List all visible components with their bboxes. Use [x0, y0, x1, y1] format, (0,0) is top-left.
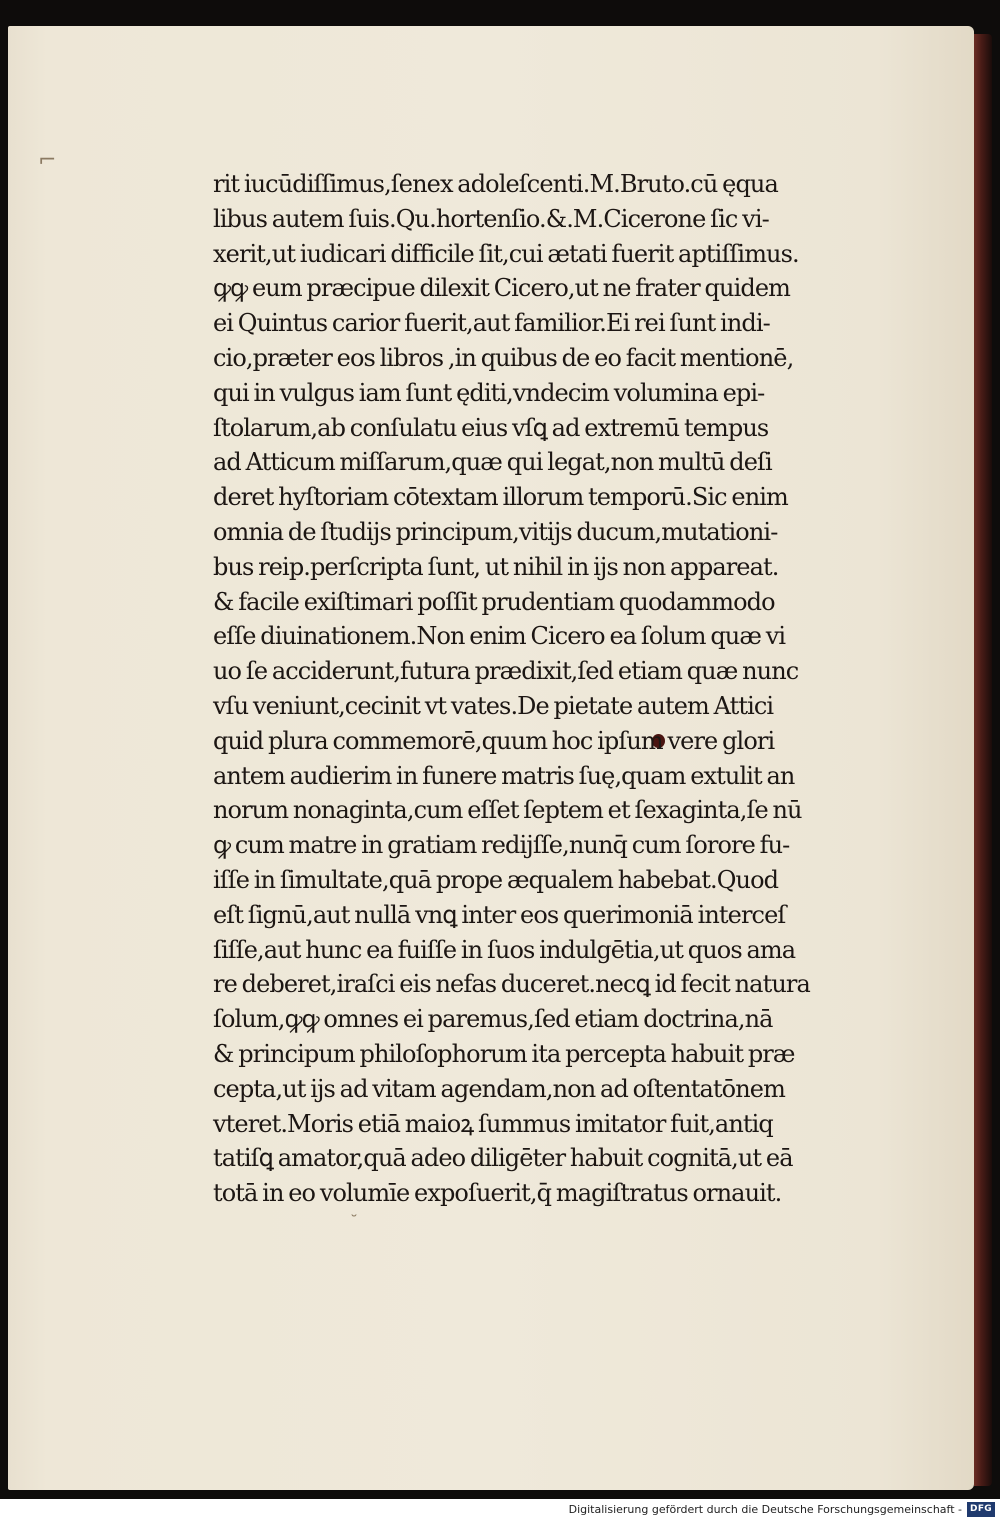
text-line: ſolum,ꝙꝙ omnes ei paremus,ſed etiam doctrina,nā	[213, 1005, 773, 1034]
funding-credit: Digitalisierung gefördert durch die Deutsche Forschungsgemeinschaft -	[568, 1503, 962, 1516]
text-line: omnia de ſtudijs principum,vitijs ducum,mutationi-	[213, 517, 778, 546]
text-line: norum nonaginta,cum eſſet ſeptem et ſexaginta,ſe nū	[213, 796, 802, 825]
dfg-logo-icon: DFG	[967, 1502, 995, 1517]
text-line: totā in eo volumīe expoſuerit,q̄ magiſtratus ornauit.	[213, 1179, 782, 1208]
text-line: deret hyſtoriam cōtextam illorum temporū.Sic enim	[213, 483, 788, 512]
text-line: xerit,ut iudicari difficile ſit,cui ætati fuerit aptiſſimus.	[213, 239, 799, 268]
text-line: eſt ſignū,aut nullā vnꝗ inter eos querimoniā interceſ	[213, 900, 786, 929]
text-line: & principum philoſophorum ita percepta habuit præ	[213, 1039, 795, 1068]
text-line: ſiſſe,aut hunc ea fuiſſe in ſuos indulgētia,ut quos ama	[213, 935, 796, 964]
text-line: tatiſꝗ amator,quā adeo diligēter habuit cognitā,ut eā	[213, 1144, 793, 1173]
text-line: uo ſe acciderunt,futura prædixit,ſed etiam quæ nunc	[213, 657, 799, 686]
text-line: antem audierim in funere matris ſuę,quam extulit an	[213, 761, 795, 790]
page-text	[213, 167, 903, 1211]
text-line: ꝙ cum matre in gratiam redijſſe,nunq̄ cum ſorore fu-	[213, 831, 790, 860]
page-edge	[974, 34, 992, 1486]
text-line: ad Atticum miſſarum,quæ qui legat,non multū deſi	[213, 448, 772, 477]
margin-mark: ⌐	[38, 148, 57, 173]
book-page	[8, 26, 974, 1490]
text-line: libus autem ſuis.Qu.hortenſio.&.M.Cicerone ſic vi-	[213, 204, 769, 233]
text-line: vſu veniunt,cecinit vt vates.De pietate autem Attici	[213, 691, 774, 720]
margin-mark-bottom: ˘	[350, 1212, 358, 1231]
text-line: qui in vulgus iam ſunt ęditi,vndecim volumina epi-	[213, 378, 765, 407]
text-line: rit iucūdiſſimus,ſenex adoleſcenti.M.Bruto.cū ęqua	[213, 170, 778, 198]
text-line: & facile exiſtimari poſſit prudentiam quodammodo	[213, 587, 775, 616]
text-line: quid plura commemorē,quum hoc ipſum vere glori	[213, 726, 775, 755]
text-line: ei Quintus carior fuerit,aut familior.Ei rei ſunt indi-	[213, 309, 770, 338]
text-line: eſſe diuinationem.Non enim Cicero ea ſolum quæ vi	[213, 622, 786, 651]
text-line: bus reip.perſcripta ſunt, ut nihil in ijs non appareat.	[213, 552, 779, 581]
text-line: cepta,ut ijs ad vitam agendam,non ad oſtentatōnem	[213, 1074, 785, 1103]
footer-bar	[0, 1499, 1000, 1521]
text-line: iſſe in ſimultate,quā prope æqualem habebat.Quod	[213, 865, 779, 894]
text-line: ꝙꝙ eum præcipue dilexit Cicero,ut ne frater quidem	[213, 274, 790, 303]
text-line: cio,præter eos libros ,in quibus de eo facit mentionē,	[213, 343, 794, 372]
text-line: vteret.Moris etiā maioꝝ ſummus imitator fuit,antiq	[213, 1109, 773, 1138]
text-line: ſtolarum,ab conſulatu eius vſꝗ ad extremū tempus	[213, 413, 769, 442]
text-line: re deberet,iraſci eis nefas duceret.necꝗ id fecit natura	[213, 970, 810, 999]
